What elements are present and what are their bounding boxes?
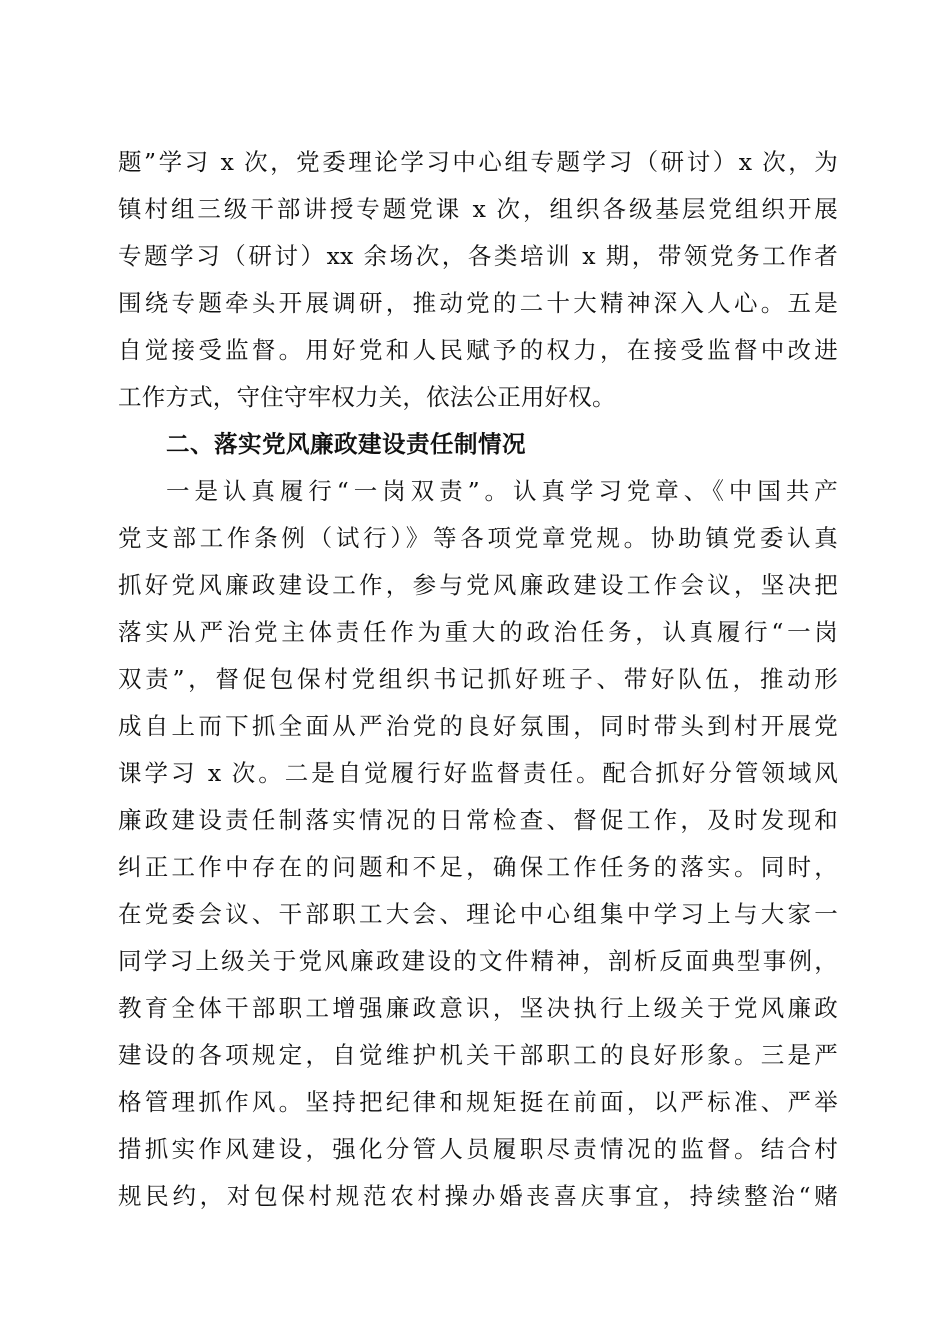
paragraph-line: 格管理抓作风。坚持把纪律和规矩挺在前面，以严标准、严举 [118, 1088, 838, 1116]
paragraph-line: 围绕专题牵头开展调研，推动党的二十大精神深入人心。五是 [118, 289, 838, 317]
paragraph-line: 在党委会议、干部职工大会、理论中心组集中学习上与大家一 [118, 900, 838, 928]
paragraph-line: 措抓实作风建设，强化分管人员履职尽责情况的监督。结合村 [118, 1135, 838, 1163]
paragraph-line: 同学习上级关于党风廉政建设的文件精神，剖析反面典型事例， [118, 947, 838, 975]
paragraph-line: 题”学习 x 次，党委理论学习中心组专题学习（研讨）x 次，为 [118, 148, 838, 176]
section-heading: 二、落实党风廉政建设责任制情况 [166, 430, 526, 458]
paragraph-line: 课学习 x 次。二是自觉履行好监督责任。配合抓好分管领域风 [118, 759, 838, 787]
paragraph-line: 专题学习（研讨）xx 余场次，各类培训 x 期，带领党务工作者 [118, 242, 838, 270]
paragraph-line: 成自上而下抓全面从严治党的良好氛围，同时带头到村开展党 [118, 712, 838, 740]
paragraph-line: 党支部工作条例（试行）》等各项党章党规。协助镇党委认真 [118, 524, 838, 552]
paragraph-line: 一是认真履行“一岗双责”。认真学习党章、《中国共产 [166, 477, 838, 505]
paragraph-line: 工作方式，守住守牢权力关，依法公正用好权。 [118, 383, 616, 411]
paragraph-line: 廉政建设责任制落实情况的日常检查、督促工作，及时发现和 [118, 806, 838, 834]
paragraph-line: 镇村组三级干部讲授专题党课 x 次，组织各级基层党组织开展 [118, 195, 838, 223]
paragraph-line: 纠正工作中存在的问题和不足，确保工作任务的落实。同时， [118, 853, 838, 881]
paragraph-line: 规民约，对包保村规范农村操办婚丧喜庆事宜，持续整治“赌 [118, 1182, 838, 1210]
paragraph-line: 建设的各项规定，自觉维护机关干部职工的良好形象。三是严 [118, 1041, 838, 1069]
paragraph-line: 双责”，督促包保村党组织书记抓好班子、带好队伍，推动形 [118, 665, 838, 693]
paragraph-line: 教育全体干部职工增强廉政意识，坚决执行上级关于党风廉政 [118, 994, 838, 1022]
paragraph-line: 抓好党风廉政建设工作，参与党风廉政建设工作会议，坚决把 [118, 571, 838, 599]
paragraph-line: 落实从严治党主体责任作为重大的政治任务，认真履行“一岗 [118, 618, 838, 646]
paragraph-line: 自觉接受监督。用好党和人民赋予的权力，在接受监督中改进 [118, 336, 838, 364]
